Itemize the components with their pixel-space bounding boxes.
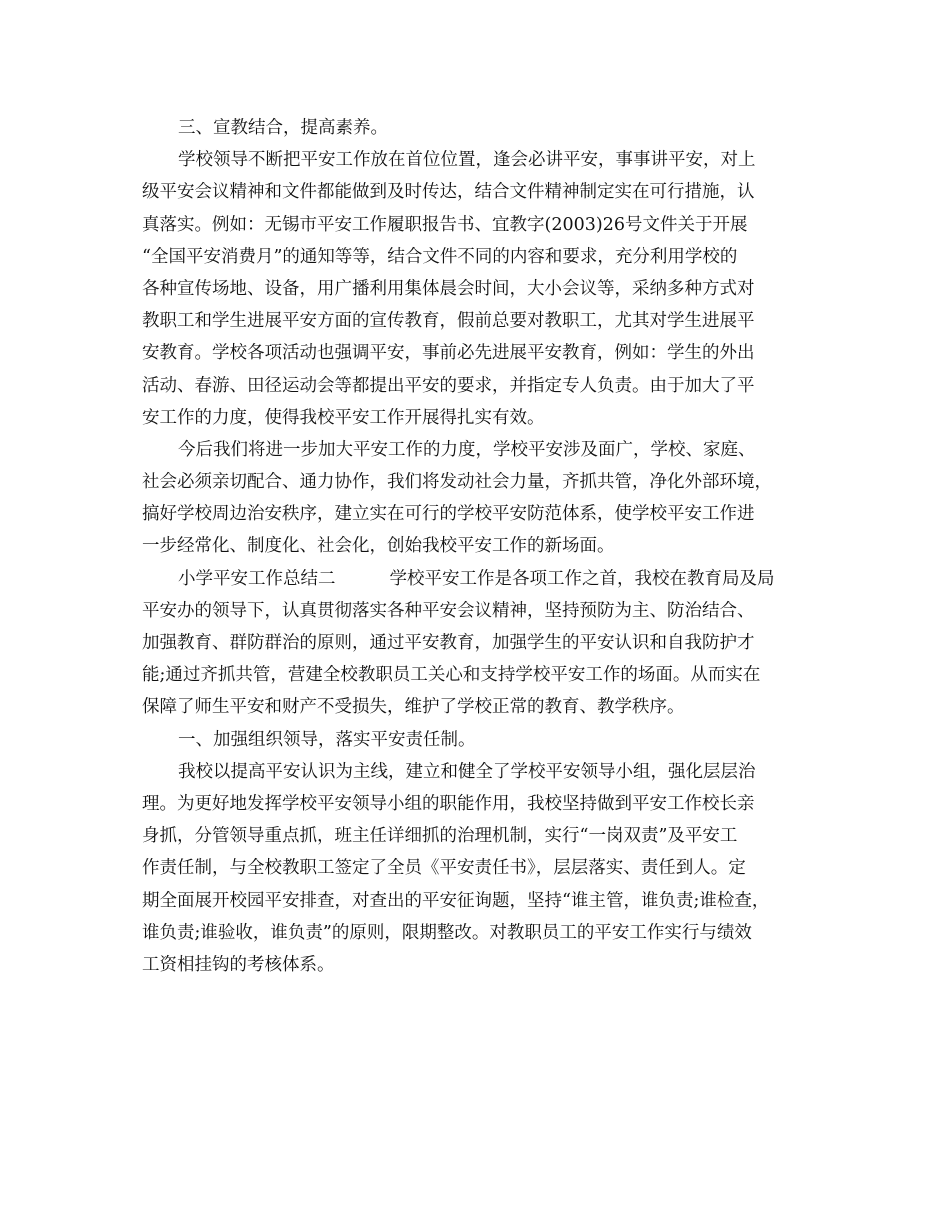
text-line: 作责任制，与全校教职工签定了全员《平安责任书》，层层落实、责任到人。定 [142, 858, 746, 879]
text-line: 身抓，分管领导重点抓，班主任详细抓的治理机制，实行“一岗双责”及平安工 [142, 826, 738, 847]
text-line: “全国平安消费月”的通知等等，结合文件不同的内容和要求，充分利用学校的 [142, 246, 738, 267]
text-line: 安工作的力度，使得我校平安工作开展得扎实有效。 [142, 407, 545, 428]
text-line: 加强教育、群防群治的原则，通过平安教育，加强学生的平安认识和自我防护才 [142, 633, 755, 653]
text-line: 期全面展开校园平安排查，对查出的平安征询题，坚持“谁主管，谁负责;谁检查， [142, 890, 770, 911]
text-line: 一步经常化、制度化、社会化，创始我校平安工作的新场面。 [142, 536, 615, 557]
text-line: 平安办的领导下，认真贯彻落实各种平安会议精神，坚持预防为主、防治结合、 [142, 600, 755, 621]
text-line: 谁负责;谁验收，谁负责”的原则，限期整改。对教职员工的平安工作实行与绩效 [142, 922, 752, 943]
paragraph-5 [142, 724, 820, 756]
text-line: 安教育。学校各项活动也强调平安，事前必先进展平安教育，例如：学生的外出 [142, 343, 755, 364]
text-line: 保障了师生平安和财产不受损失，维护了学校正常的教育、教学秩序。 [142, 697, 685, 718]
text-line: 级平安会议精神和文件都能做到及时传达，结合文件精神制定实在可行措施，认 [142, 182, 755, 203]
paragraph-3 [142, 434, 820, 563]
paragraph-4 [142, 563, 820, 724]
paragraph-2 [142, 144, 820, 434]
text-line [142, 563, 820, 595]
paragraph-6 [142, 756, 820, 981]
text-line: 理。为更好地发挥学校平安领导小组的职能作用，我校坚持做到平安工作校长亲 [142, 793, 755, 814]
paragraph-1 [142, 112, 820, 144]
section-lead-text: 学校平安工作是各项工作之首，我校在教育局及局 [389, 568, 775, 589]
text-line: 学校领导不断把平安工作放在首位位置，逢会必讲平安，事事讲平安，对上 [178, 150, 756, 171]
heading-line: 一、加强组织领导，落实平安责任制。 [178, 729, 476, 750]
text-line: 活动、春游、田径运动会等都提出平安的要求，并指定专人负责。由于加大了平 [142, 375, 755, 396]
heading-line: 三、宣教结合，提高素养。 [178, 118, 388, 138]
text-line: 社会必须亲切配合、通力协作，我们将发动社会力量，齐抓共管，净化外部环境， [142, 472, 772, 493]
text-line: 我校以提高平安认识为主线，建立和健全了学校平安领导小组，强化层层治 [178, 761, 756, 782]
text-line: 能;通过齐抓共管，营建全校教职员工关心和支持学校平安工作的场面。从而实在 [142, 665, 761, 686]
text-line: 工资相挂钩的考核体系。 [142, 954, 335, 975]
text-line: 各种宣传场地、设备，用广播利用集体晨会时间，大小会议等，采纳多种方式对 [142, 278, 755, 299]
text-line: 真落实。例如：无锡市平安工作履职报告书、宜教字(2003)26号文件关于开展 [142, 214, 748, 235]
text-line: 教职工和学生进展平安方面的宣传教育，假前总要对教职工，尤其对学生进展平 [142, 311, 755, 332]
section-title: 小学平安工作总结二 [178, 568, 336, 589]
text-line: 搞好学校周边治安秩序，建立实在可行的学校平安防范体系，使学校平安工作进 [142, 504, 755, 525]
text-line: 今后我们将进一步加大平安工作的力度，学校平安涉及面广，学校、家庭、 [178, 439, 756, 460]
